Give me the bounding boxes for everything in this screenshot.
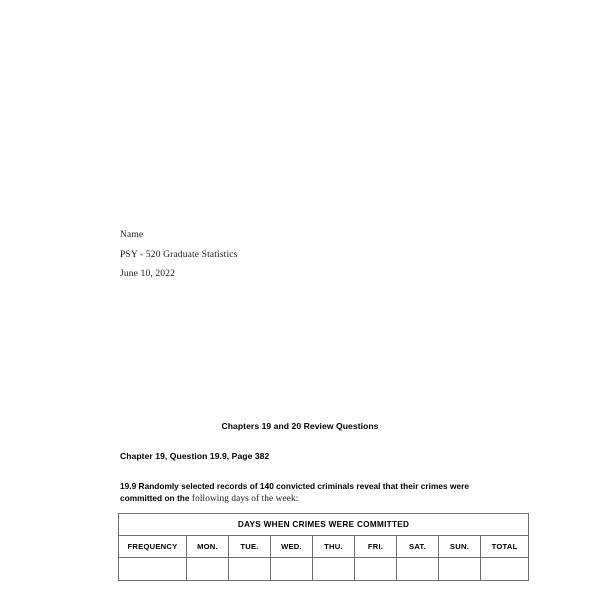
table-cell-tue[interactable] (229, 558, 271, 581)
table-header-total: TOTAL (481, 536, 529, 558)
question-tail-text: following days of the week: (189, 493, 299, 504)
table-cell-fri[interactable] (355, 558, 397, 581)
page-title: Chapters 19 and 20 Review Questions (221, 421, 379, 431)
section-subheading: Chapter 19, Question 19.9, Page 382 (120, 451, 270, 461)
table-header-frequency: FREQUENCY (119, 536, 187, 558)
table-cell-mon[interactable] (187, 558, 229, 581)
info-line-date: June 10, 2022 (120, 269, 175, 279)
table-cell-total[interactable] (481, 558, 529, 581)
table-cell-wed[interactable] (271, 558, 313, 581)
table-cell-thu[interactable] (313, 558, 355, 581)
table-header-sun: SUN. (439, 536, 481, 558)
table-cell-frequency[interactable] (119, 558, 187, 581)
table-header-wed: WED. (271, 536, 313, 558)
table-title-row (119, 514, 529, 536)
table-span-title: DAYS WHEN CRIMES WERE COMMITTED (119, 514, 529, 536)
table-header-mon: MON. (187, 536, 229, 558)
table-header-row (119, 536, 529, 558)
table-header-fri: FRI. (355, 536, 397, 558)
table-header-tue: TUE. (229, 536, 271, 558)
info-line-course: PSY - 520 Graduate Statistics (120, 249, 238, 260)
question-paragraph (120, 481, 486, 505)
table-cell-sat[interactable] (397, 558, 439, 581)
student-info-block (120, 226, 480, 285)
info-line-name: Name (120, 230, 144, 240)
table-header-sat: SAT. (397, 536, 439, 558)
question-bold-text: 19.9 Randomly selected records of 140 convicted criminals reveal that their crimes were committed on the (120, 481, 469, 503)
frequency-table (118, 513, 529, 581)
table-cell-sun[interactable] (439, 558, 481, 581)
table-row (119, 558, 529, 581)
table-header-thu: THU. (313, 536, 355, 558)
